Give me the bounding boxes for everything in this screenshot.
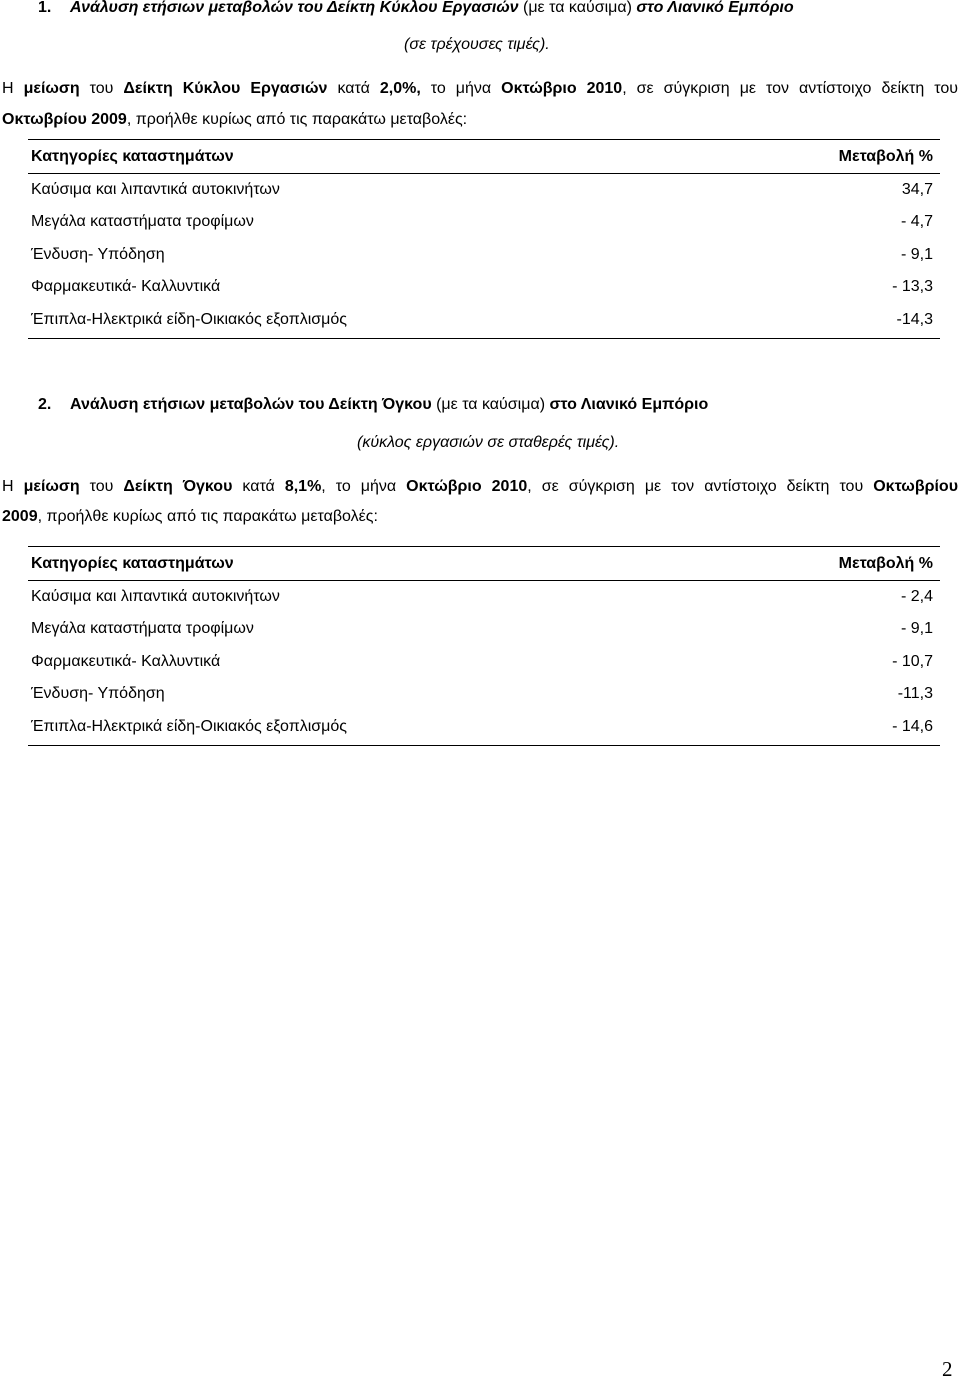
text-run: , προήλθε κυρίως από τις παρακάτω μεταβολές: — [37, 508, 378, 525]
change-cell: - 2,4 — [900, 588, 933, 605]
category-header: Κατηγορίες καταστημάτων — [31, 555, 234, 572]
section-2 — [0, 395, 960, 795]
change-cell: -14,3 — [896, 310, 933, 328]
table-row — [28, 613, 940, 645]
emphasis-text: Δείκτη Κύκλου Εργασιών — [123, 80, 328, 97]
emphasis-text: Οκτωβρίου — [873, 478, 958, 495]
change-cell: -11,3 — [897, 685, 933, 703]
table-header — [28, 140, 940, 174]
table-row — [28, 174, 940, 206]
category-cell: Καύσιμα και λιπαντικά αυτοκινήτων — [31, 181, 280, 198]
table-rows — [28, 581, 940, 745]
change-cell: - 9,1 — [900, 245, 933, 263]
text-run: Η — [2, 478, 24, 495]
change-cell: - 9,1 — [900, 620, 933, 638]
page-number: 2 — [942, 1357, 953, 1381]
heading-emphasis: Ανάλυση ετήσιων μεταβολών του Δείκτη Όγκου — [70, 396, 432, 413]
intro-line — [2, 79, 958, 99]
table-row — [28, 304, 940, 336]
category-cell: Καύσιμα και λιπαντικά αυτοκινήτων — [31, 588, 280, 605]
category-header: Κατηγορίες καταστημάτων — [31, 148, 234, 165]
intro-line — [2, 477, 958, 497]
heading-emphasis: στο Λιανικό Εμπόριο — [549, 396, 709, 413]
text-run: κατά — [327, 80, 380, 97]
text-run: , σε σύγκριση με τον αντίστοιχο δείκτη του — [622, 80, 958, 97]
heading-text-run: (με τα καύσιμα) — [431, 396, 550, 413]
table-row — [28, 581, 940, 613]
section-number: 1. — [38, 0, 52, 16]
emphasis-text: μείωση — [23, 80, 80, 97]
section-number: 2. — [38, 396, 52, 413]
category-cell: Έπιπλα-Ηλεκτρικά είδη-Οικιακός εξοπλισμός — [31, 717, 347, 735]
table-row — [28, 239, 940, 271]
emphasis-text: μείωση — [23, 478, 80, 495]
change-cell: - 13,3 — [892, 278, 933, 296]
emphasis-text: 8,1% — [284, 478, 322, 495]
category-cell: Φαρμακευτικά- Καλλυντικά — [31, 652, 221, 670]
category-cell: Ένδυση- Υπόδηση — [31, 685, 165, 703]
heading-emphasis: στο Λιανικό Εμπόριο — [636, 0, 794, 16]
table-row — [28, 646, 940, 678]
text-run: το μήνα — [420, 80, 502, 97]
section-subtitle: (κύκλος εργασιών σε σταθερές τιμές). — [357, 434, 620, 451]
text-run: , προήλθε κυρίως από τις παρακάτω μεταβολές: — [126, 111, 468, 128]
table-row — [28, 206, 940, 238]
intro-line — [2, 507, 958, 527]
change-header: Μεταβολή % — [838, 555, 933, 572]
change-cell: - 10,7 — [892, 652, 933, 670]
table-rows — [28, 174, 940, 338]
text-run: , σε σύγκριση με τον αντίστοιχο δείκτη του — [527, 478, 874, 495]
table-row — [28, 711, 940, 743]
heading-emphasis: Ανάλυση ετήσιων μεταβολών του Δείκτη Κύκλου Εργασιών — [70, 0, 519, 16]
section-1 — [0, 0, 960, 400]
emphasis-text: Οκτώβριο 2010 — [406, 478, 528, 495]
table-header — [28, 547, 940, 581]
emphasis-text: Δείκτη Όγκου — [123, 478, 233, 495]
text-run: κατά — [232, 478, 285, 495]
emphasis-text: 2009 — [2, 508, 38, 525]
heading-text — [70, 0, 794, 16]
category-cell: Έπιπλα-Ηλεκτρικά είδη-Οικιακός εξοπλισμός — [31, 310, 347, 328]
section-subtitle: (σε τρέχουσες τιμές). — [404, 36, 550, 53]
change-cell: - 4,7 — [900, 213, 933, 231]
table-row — [28, 678, 940, 710]
text-run: Η — [2, 80, 24, 97]
change-table — [28, 139, 940, 339]
emphasis-text: Οκτώβριο 2010 — [501, 80, 623, 97]
text-run: του — [79, 478, 124, 495]
change-header: Μεταβολή % — [838, 148, 933, 165]
emphasis-text: Οκτωβρίου 2009 — [2, 111, 127, 128]
change-table — [28, 546, 940, 746]
text-run: του — [79, 80, 124, 97]
table-row — [28, 271, 940, 303]
heading-text-run: (με τα καύσιμα) — [518, 0, 637, 16]
section-heading — [0, 0, 960, 16]
category-cell: Ένδυση- Υπόδηση — [31, 245, 165, 263]
category-cell: Μεγάλα καταστήματα τροφίμων — [31, 213, 254, 231]
heading-text — [70, 395, 708, 415]
section-heading — [0, 395, 960, 415]
intro-line — [2, 110, 958, 130]
change-cell: - 14,6 — [892, 717, 933, 735]
change-cell: 34,7 — [901, 181, 933, 198]
emphasis-text: 2,0%, — [379, 80, 421, 97]
text-run: , το μήνα — [321, 478, 407, 495]
category-cell: Φαρμακευτικά- Καλλυντικά — [31, 278, 221, 296]
category-cell: Μεγάλα καταστήματα τροφίμων — [31, 620, 254, 638]
